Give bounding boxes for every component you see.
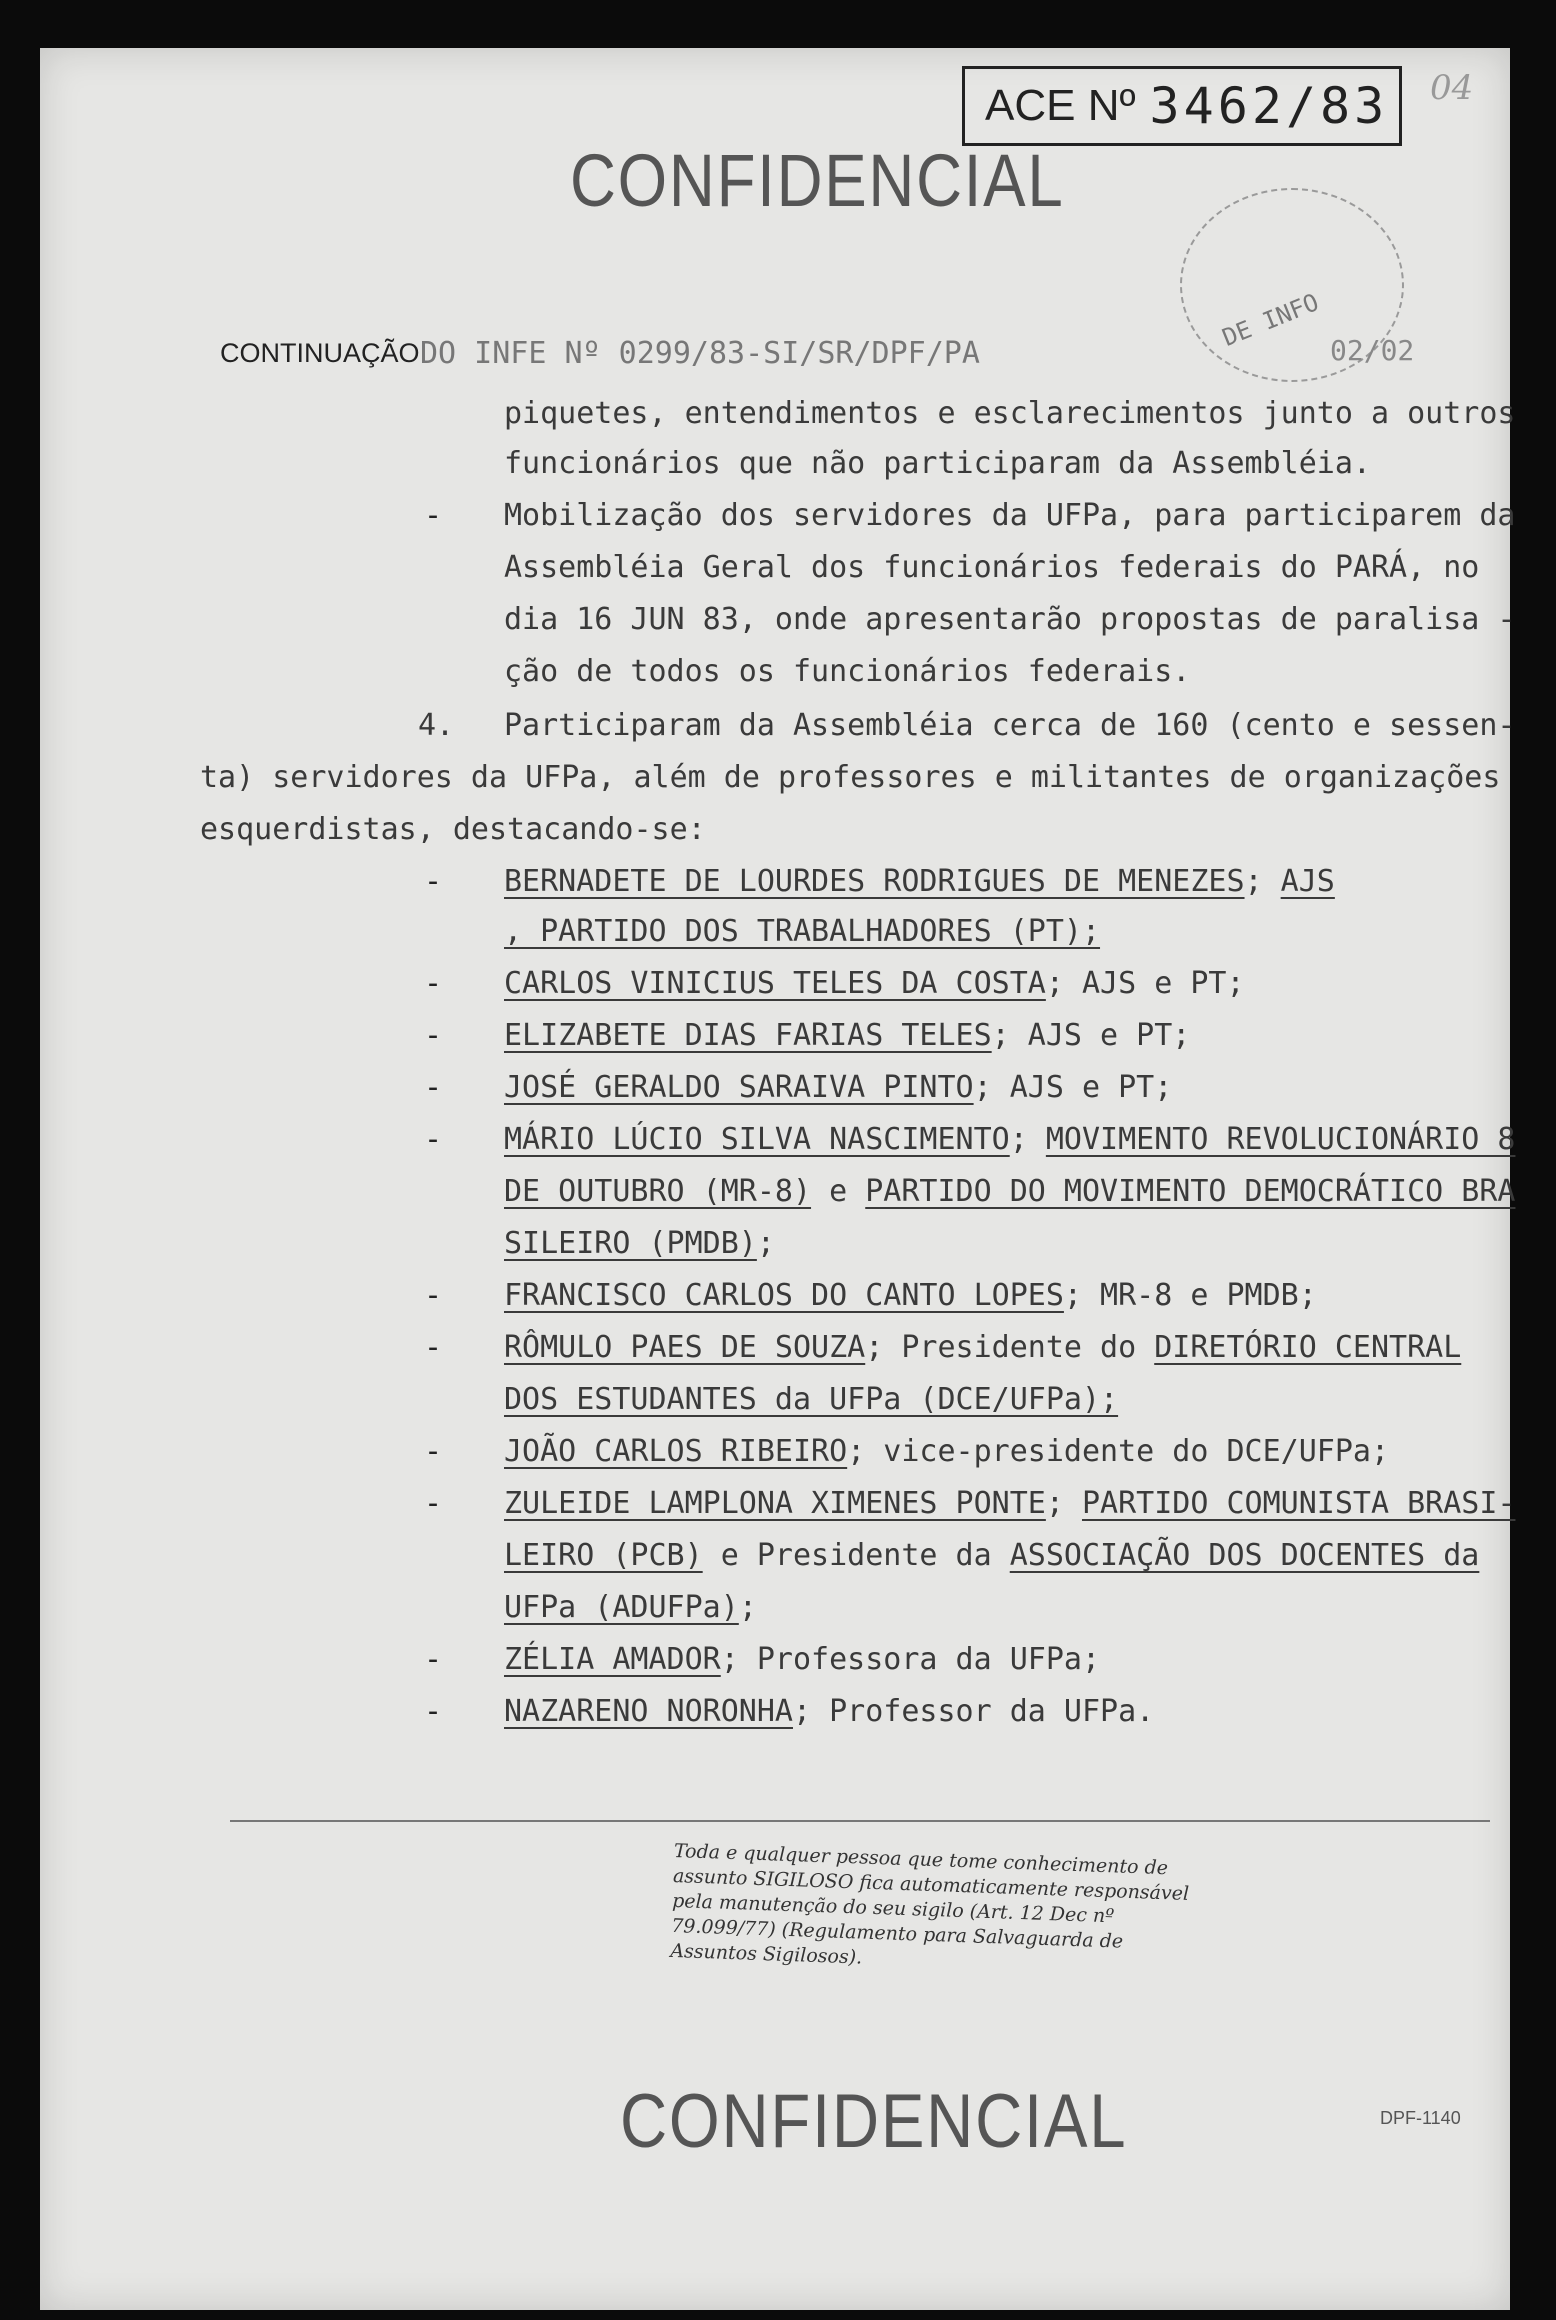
classification-footer: CONFIDENCIAL bbox=[620, 2079, 1128, 2164]
person-name: ZULEIDE LAMPLONA XIMENES PONTE bbox=[504, 1486, 1046, 1521]
classification-header: CONFIDENCIAL bbox=[570, 139, 1065, 222]
affiliation: DE OUTUBRO (MR-8) bbox=[504, 1174, 812, 1209]
affiliation: , PARTIDO DOS TRABALHADORES (PT); bbox=[504, 914, 1101, 949]
list-dash: - bbox=[424, 1122, 443, 1157]
ace-label: ACE Nº bbox=[985, 81, 1136, 130]
affiliation: AJS bbox=[1280, 864, 1335, 899]
separator: e bbox=[811, 1174, 866, 1209]
body-line: funcionários que não participaram da Assembléia. bbox=[504, 446, 1371, 481]
ace-number-box bbox=[962, 66, 1402, 146]
person-name: JOÃO CARLOS RIBEIRO bbox=[504, 1434, 848, 1469]
person-name: ELIZABETE DIAS FARIAS TELES bbox=[504, 1018, 992, 1053]
body-line: dia 16 JUN 83, onde apresentarão propostas de paralisa - bbox=[504, 602, 1516, 637]
ace-number: 3462/83 bbox=[1149, 77, 1389, 135]
person-name: MÁRIO LÚCIO SILVA NASCIMENTO bbox=[504, 1122, 1010, 1157]
paragraph-number: 4. bbox=[418, 708, 455, 743]
affiliation: ASSOCIAÇÃO DOS DOCENTES da bbox=[1009, 1538, 1480, 1573]
list-item bbox=[504, 1590, 757, 1625]
person-name: RÔMULO PAES DE SOUZA bbox=[504, 1330, 866, 1365]
person-name: FRANCISCO CARLOS DO CANTO LOPES bbox=[504, 1278, 1064, 1313]
list-dash: - bbox=[424, 1070, 443, 1105]
list-item bbox=[504, 966, 1245, 1001]
list-dash: - bbox=[424, 1330, 443, 1365]
separator: ; bbox=[1045, 1486, 1082, 1521]
list-item bbox=[504, 864, 1335, 899]
affiliation: ; MR-8 e PMDB; bbox=[1063, 1278, 1317, 1313]
separator: ; bbox=[1009, 1122, 1046, 1157]
person-name: BERNADETE DE LOURDES RODRIGUES DE MENEZES bbox=[504, 864, 1245, 899]
list-item bbox=[504, 1174, 1515, 1209]
list-item bbox=[504, 1070, 1172, 1105]
affiliation: UFPa (ADUFPa) bbox=[504, 1590, 739, 1625]
separator: ; bbox=[738, 1590, 757, 1625]
continuation-label: CONTINUAÇÃO bbox=[220, 338, 420, 368]
body-line: esquerdistas, destacando-se: bbox=[200, 812, 706, 847]
body-line: Participaram da Assembléia cerca de 160 (cento e sessen- bbox=[504, 708, 1516, 743]
body-line: Assembléia Geral dos funcionários federais do PARÁ, no bbox=[504, 550, 1480, 585]
form-code: DPF-1140 bbox=[1380, 2108, 1461, 2128]
affiliation: PARTIDO DO MOVIMENTO DEMOCRÁTICO BRA bbox=[865, 1174, 1516, 1209]
list-dash: - bbox=[424, 1018, 443, 1053]
list-dash: - bbox=[424, 1486, 443, 1521]
list-item bbox=[504, 1538, 1479, 1573]
affiliation: ; Professora da UFPa; bbox=[720, 1642, 1101, 1677]
person-name: CARLOS VINICIUS TELES DA COSTA bbox=[504, 966, 1046, 1001]
stamp-page: 02/02 bbox=[1330, 334, 1415, 367]
affiliation: SILEIRO (PMDB) bbox=[504, 1226, 757, 1261]
list-item bbox=[504, 1434, 1389, 1469]
document-page bbox=[40, 48, 1516, 2310]
affiliation: ; AJS e PT; bbox=[991, 1018, 1191, 1053]
list-dash: - bbox=[424, 1642, 443, 1677]
affiliation: PARTIDO COMUNISTA BRASI- bbox=[1081, 1486, 1516, 1521]
list-item bbox=[504, 1122, 1515, 1157]
affiliation: ; vice-presidente do DCE/UFPa; bbox=[847, 1434, 1390, 1469]
body-line: ção de todos os funcionários federais. bbox=[504, 654, 1191, 689]
affiliation: DIRETÓRIO CENTRAL bbox=[1154, 1330, 1462, 1365]
list-dash: - bbox=[424, 1278, 443, 1313]
list-dash: - bbox=[424, 498, 443, 533]
list-item bbox=[504, 1226, 775, 1261]
list-item bbox=[504, 914, 1100, 949]
affiliation: ; AJS e PT; bbox=[973, 1070, 1173, 1105]
body-line: ta) servidores da UFPa, além de professores e militantes de organizações bbox=[200, 760, 1501, 795]
affiliation: MOVIMENTO REVOLUCIONÁRIO 8 bbox=[1045, 1122, 1516, 1157]
list-dash: - bbox=[424, 1694, 443, 1729]
list-dash: - bbox=[424, 966, 443, 1001]
continuation-reference: DO INFE Nº 0299/83-SI/SR/DPF/PA bbox=[420, 336, 980, 371]
separator: ; Presidente do bbox=[865, 1330, 1155, 1365]
list-item bbox=[504, 1330, 1461, 1365]
separator: e Presidente da bbox=[702, 1538, 1010, 1573]
person-name: JOSÉ GERALDO SARAIVA PINTO bbox=[504, 1070, 974, 1105]
list-item bbox=[504, 1694, 1154, 1729]
person-name: ZÉLIA AMADOR bbox=[504, 1642, 721, 1677]
separator: ; bbox=[756, 1226, 775, 1261]
body-line: Mobilização dos servidores da UFPa, para participarem da bbox=[504, 498, 1516, 533]
list-item bbox=[504, 1486, 1515, 1521]
list-dash: - bbox=[424, 1434, 443, 1469]
affiliation: ; AJS e PT; bbox=[1045, 966, 1245, 1001]
page-number: 04 bbox=[1430, 68, 1474, 108]
body-line: piquetes, entendimentos e esclarecimentos junto a outros bbox=[504, 396, 1516, 431]
list-dash: - bbox=[424, 864, 443, 899]
list-item bbox=[504, 1278, 1317, 1313]
affiliation: LEIRO (PCB) bbox=[504, 1538, 703, 1573]
list-item bbox=[504, 1642, 1100, 1677]
person-name: NAZARENO NORONHA bbox=[504, 1694, 793, 1729]
stamp-text: DE INFO bbox=[1218, 288, 1323, 352]
separator-rule bbox=[230, 1820, 1490, 1822]
affiliation: ; Professor da UFPa. bbox=[792, 1694, 1155, 1729]
list-item bbox=[504, 1018, 1190, 1053]
confidentiality-notice: Toda e qualquer pessoa que tome conhecimento de assunto SIGILOSO fica automaticamente responsável pela manutenção do seu sigilo (Art. 12 Dec nº 79.099/77) (Regulamento para Salvaguarda de Assuntos Sigilosos). bbox=[670, 1839, 1190, 1969]
affiliation: ; bbox=[1244, 864, 1281, 899]
list-item bbox=[504, 1382, 1118, 1417]
affiliation: DOS ESTUDANTES da UFPa (DCE/UFPa); bbox=[504, 1382, 1119, 1417]
